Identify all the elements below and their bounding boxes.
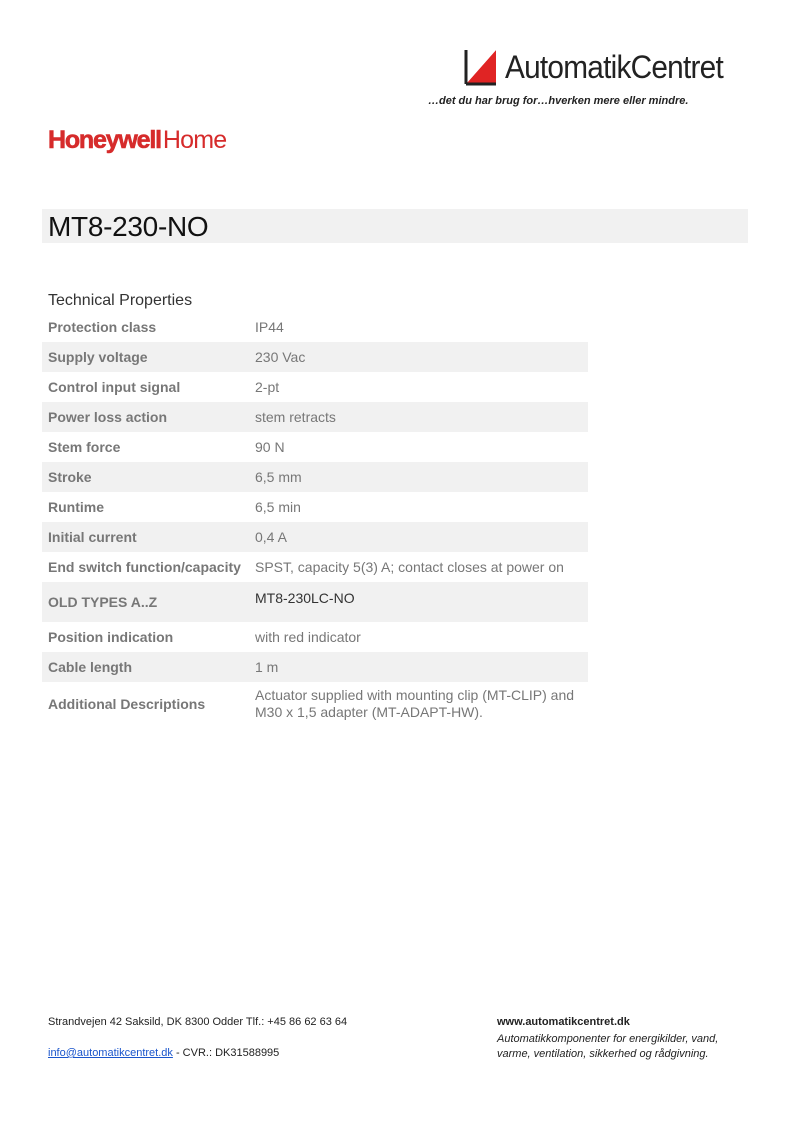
table-row bbox=[42, 682, 588, 726]
honeywell-home-logo bbox=[48, 126, 226, 154]
red-triangle-logo-icon bbox=[464, 48, 498, 86]
table-row bbox=[42, 312, 588, 342]
technical-properties-table bbox=[42, 312, 588, 726]
property-label: Control input signal bbox=[48, 379, 181, 395]
table-row bbox=[42, 492, 588, 522]
property-value: IP44 bbox=[255, 318, 284, 335]
automatikcentret-logo bbox=[464, 48, 739, 86]
property-label: Power loss action bbox=[48, 409, 168, 425]
property-label: Additional Descriptions bbox=[48, 696, 206, 712]
section-title: Technical Properties bbox=[48, 292, 193, 309]
property-label: Initial current bbox=[48, 529, 137, 545]
website-url: www.automatikcentret.dk bbox=[497, 1016, 630, 1028]
property-value: MT8-230LC-NO bbox=[255, 590, 355, 606]
brand-name: AutomatikCentret bbox=[505, 48, 724, 85]
property-value: 230 Vac bbox=[255, 348, 306, 365]
table-row bbox=[42, 402, 588, 432]
property-label: Supply voltage bbox=[48, 349, 148, 365]
company-description: Automatikkomponenter for energikilder, vand, varme, ventilation, sikkerhed og rådgivning. bbox=[497, 1033, 719, 1060]
product-title: MT8-230-NO bbox=[48, 211, 209, 242]
property-label: Stem force bbox=[48, 439, 121, 455]
table-row bbox=[42, 652, 588, 682]
table-row bbox=[42, 462, 588, 492]
manufacturer-name-light: Home bbox=[162, 125, 227, 154]
cvr-number: - CVR.: DK31588995 bbox=[172, 1047, 280, 1059]
table-row bbox=[42, 432, 588, 462]
footer-contact bbox=[48, 1047, 279, 1059]
table-row bbox=[42, 522, 588, 552]
property-label: Protection class bbox=[48, 319, 157, 335]
property-value: 0,4 A bbox=[255, 528, 287, 545]
tagline: …det du har brug for…hverken mere eller mindre. bbox=[428, 95, 689, 107]
table-row bbox=[42, 552, 588, 582]
property-value: stem retracts bbox=[255, 408, 336, 425]
property-label: OLD TYPES A..Z bbox=[48, 594, 158, 610]
property-value: 6,5 min bbox=[255, 498, 301, 515]
property-label: Runtime bbox=[48, 499, 104, 515]
property-value: Actuator supplied with mounting clip (MT-CLIP) and M30 x 1,5 adapter (MT-ADAPT-HW). bbox=[255, 687, 575, 720]
property-label: Stroke bbox=[48, 469, 92, 485]
property-value: 6,5 mm bbox=[255, 468, 302, 485]
property-value: SPST, capacity 5(3) A; contact closes at power on bbox=[255, 558, 564, 575]
manufacturer-name-bold: Honeywell bbox=[48, 125, 161, 154]
property-label: End switch function/capacity bbox=[48, 559, 241, 575]
property-value: 90 N bbox=[255, 438, 285, 455]
table-row bbox=[42, 622, 588, 652]
footer-address: Strandvejen 42 Saksild, DK 8300 Odder Tlf.: +45 86 62 63 64 bbox=[48, 1016, 348, 1028]
table-row bbox=[42, 582, 588, 622]
property-label: Cable length bbox=[48, 659, 133, 675]
email-link[interactable]: info@automatikcentret.dk bbox=[48, 1047, 173, 1059]
property-value: 1 m bbox=[255, 658, 279, 675]
table-row bbox=[42, 342, 588, 372]
property-label: Position indication bbox=[48, 629, 174, 645]
property-value: with red indicator bbox=[255, 628, 361, 645]
property-value: 2-pt bbox=[255, 378, 280, 395]
table-row bbox=[42, 372, 588, 402]
